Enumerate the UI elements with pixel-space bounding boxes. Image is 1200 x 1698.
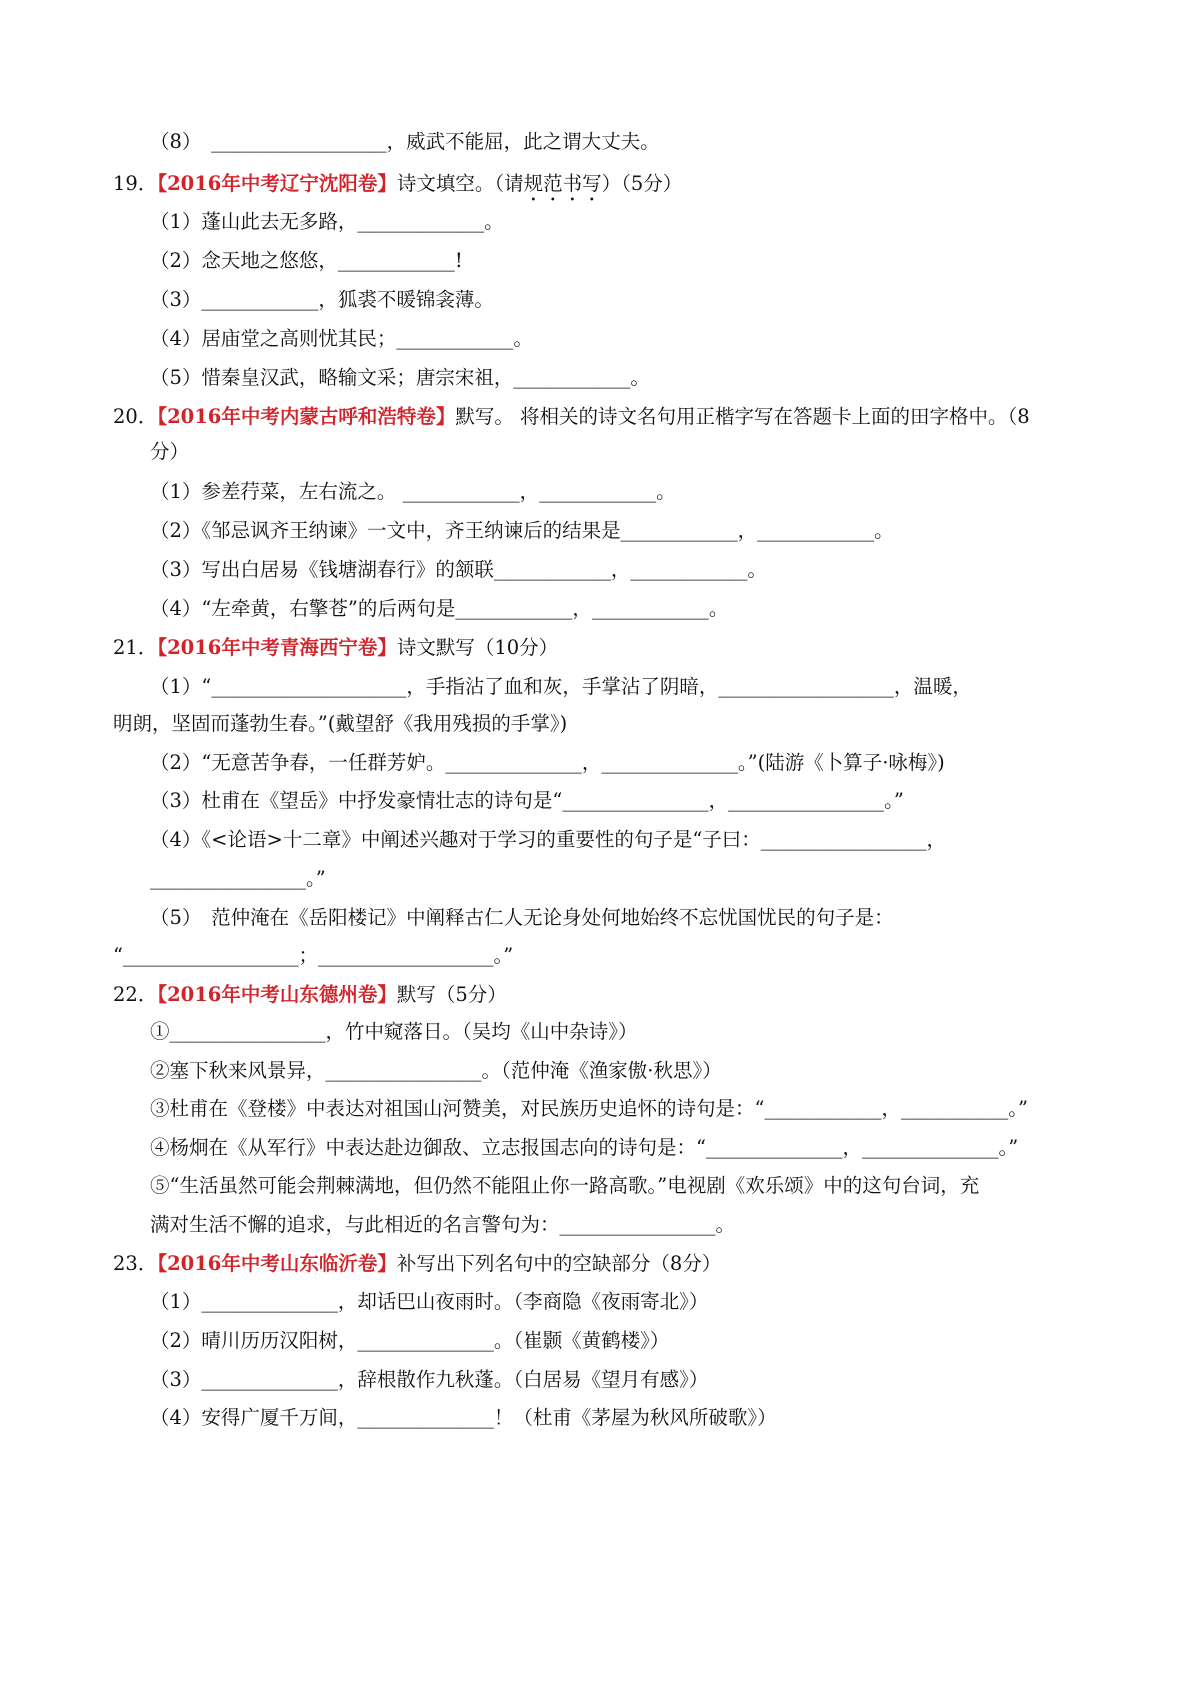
emphasized-text: 规范书写 <box>523 172 602 195</box>
q19-item-1: （1）蓬山此去无多路，_____________。 <box>150 210 504 233</box>
question-number: 20． <box>113 405 158 428</box>
q22-item-1: ①________________，竹中窥落日。（吴均《山中杂诗》） <box>150 1020 638 1043</box>
question-text: 补写出下列名句中的空缺部分（8分） <box>396 1252 722 1275</box>
q19-item-4: （4）居庙堂之高则忧其民；____________。 <box>150 327 533 350</box>
source-tag: 【2016年中考青海西宁卷】 <box>157 636 397 659</box>
q21-item-5-continued: “__________________；__________________。” <box>113 944 514 967</box>
q22-item-3: ③杜甫在《登楼》中表达对祖国山河赞美，对民族历史追怀的诗句是：“____________，___________。” <box>150 1097 1028 1120</box>
q22-item-5-continued: 满对生活不懈的追求，与此相近的名言警句为：________________。 <box>150 1213 736 1236</box>
q20-heading <box>0 403 1200 431</box>
question-number: 21． <box>113 636 158 659</box>
q21-item-4-continued: ________________。” <box>150 867 326 890</box>
q21-item-3: （3）杜甫在《望岳》中抒发豪情壮志的诗句是“_______________，________________。” <box>150 789 904 812</box>
q21-item-4: （4）《<论语>十二章》中阐述兴趣对于学习的重要性的句子是“子曰：_________________， <box>150 828 947 851</box>
q20-heading-continued: 分） <box>150 440 190 463</box>
question-text: 默写。 将相关的诗文名句用正楷字写在答题卡上面的田字格中。（8 <box>455 405 1030 428</box>
q21-item-5: （5） 范仲淹在《岳阳楼记》中阐释古仁人无论身处何地始终不忘忧国忧民的句子是： <box>150 906 894 929</box>
q23-item-1: （1）______________，却话巴山夜雨时。（李商隐《夜雨寄北》） <box>150 1290 709 1313</box>
question-text: 诗文默写（10分） <box>396 636 559 659</box>
q20-item-4: （4）“左牵黄，右擎苍”的后两句是____________，____________。 <box>150 597 729 620</box>
q19-item-5: （5）惜秦皇汉武，略输文采；唐宗宋祖，____________。 <box>150 366 650 389</box>
question-number: 19． <box>113 172 158 195</box>
q21-item-1-continued: 明朗，坚固而蓬勃生春。”(戴望舒《我用残损的手掌》) <box>113 712 568 735</box>
q21-item-2: （2）“无意苦争春，一任群芳妒。______________，______________。”(陆游《卜算子·咏梅》) <box>150 751 945 774</box>
source-tag: 【2016年中考山东德州卷】 <box>157 983 397 1006</box>
q18-item-8: （8） __________________，威武不能屈，此之谓大丈夫。 <box>150 130 660 153</box>
q19-item-2: （2）念天地之悠悠，____________! <box>150 249 463 272</box>
q21-heading <box>0 634 1200 662</box>
q19-heading <box>0 170 1200 206</box>
q19-item-3: （3）____________，狐裘不暖锦衾薄。 <box>150 288 494 311</box>
q22-heading <box>0 981 1200 1009</box>
q21-item-1: （1）“____________________，手指沾了血和灰，手掌沾了阴暗，__________________，温暖， <box>150 675 972 698</box>
question-number: 22． <box>113 983 158 1006</box>
q23-item-4: （4）安得广厦千万间，______________！（杜甫《茅屋为秋风所破歌》） <box>150 1406 777 1429</box>
question-text: 诗文填空。（请 <box>396 172 524 195</box>
source-tag: 【2016年中考内蒙古呼和浩特卷】 <box>157 405 456 428</box>
q23-item-3: （3）______________，辞根散作九秋蓬。（白居易《望月有感》） <box>150 1368 709 1391</box>
source-tag: 【2016年中考山东临沂卷】 <box>157 1252 397 1275</box>
question-text-tail: ）（5分） <box>601 172 683 195</box>
q22-item-2: ②塞下秋来风景异，________________。（范仲淹《渔家傲·秋思》） <box>150 1059 722 1082</box>
q20-item-1: （1）参差荇菜，左右流之。 ____________，____________。 <box>150 480 676 503</box>
question-number: 23． <box>113 1252 158 1275</box>
question-text: 默写（5分） <box>396 983 507 1006</box>
q20-item-2: （2）《邹忌讽齐王纳谏》一文中，齐王纳谏后的结果是____________，____________。 <box>150 519 894 542</box>
q22-item-4: ④杨炯在《从军行》中表达赴边御敌、立志报国志向的诗句是：“______________，______________。” <box>150 1136 1019 1159</box>
q23-item-2: （2）晴川历历汉阳树，______________。（崔颢《黄鹤楼》） <box>150 1329 670 1352</box>
source-tag: 【2016年中考辽宁沈阳卷】 <box>157 172 397 195</box>
q23-heading <box>0 1250 1200 1278</box>
q20-item-3: （3）写出白居易《钱塘湖春行》的颔联____________，____________。 <box>150 558 767 581</box>
q22-item-5: ⑤“生活虽然可能会荆棘满地，但仍然不能阻止你一路高歌。”电视剧《欢乐颂》中的这句台词，充 <box>150 1174 980 1197</box>
